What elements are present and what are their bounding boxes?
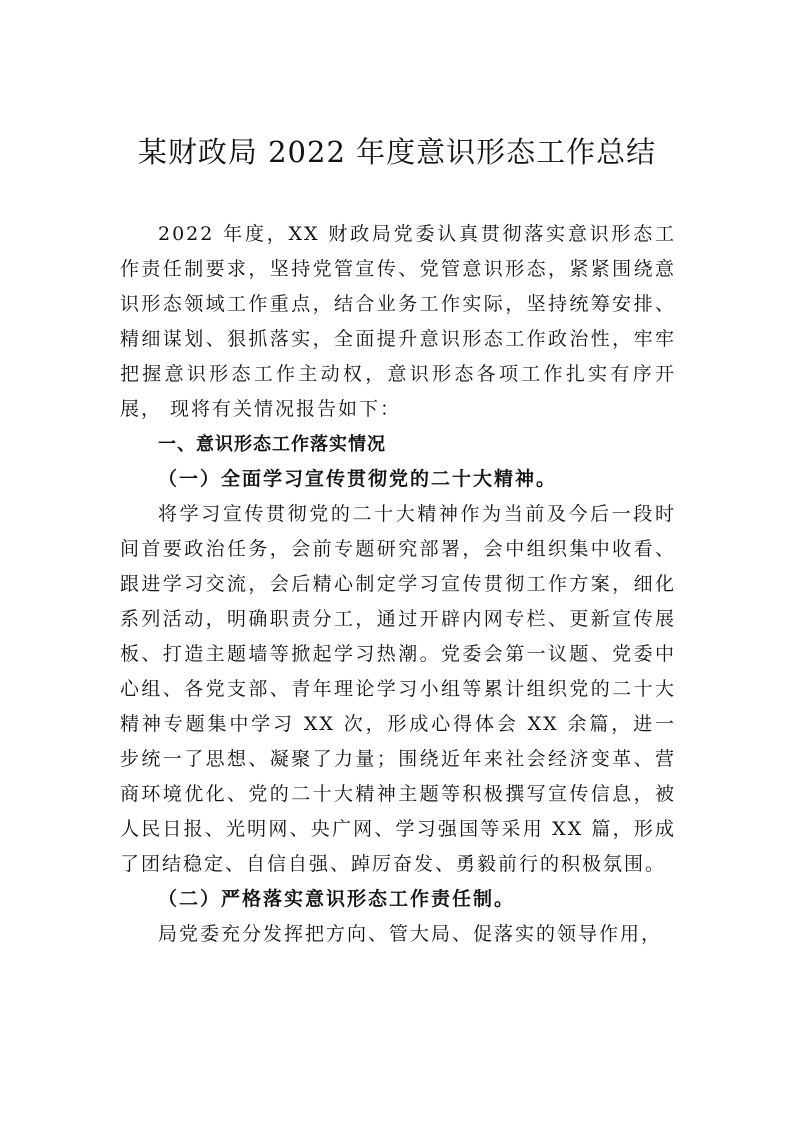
document-body	[120, 217, 676, 952]
subsection-heading-2: （二）严格落实意识形态工作责任制。	[158, 888, 516, 910]
subsection-2-paragraph: 局党委充分发挥把方向、管大局、促落实的领导作用，	[158, 923, 663, 945]
subsection-1-paragraph: 将学习宣传贯彻党的二十大精神作为当前及今后一段时间首要政治任务，会前专题研究部署，会中组织集中收看、跟进学习交流，会后精心制定学习宣传贯彻工作方案，细化系列活动，明确职责分工，通过开辟内网专栏、更新宣传展板、打造主题墙等掀起学习热潮。党委会第一议题、党委中心组、各党支部、青年理论学习小组等累计组织党的二十大精神专题集中学习 XX 次，形成心得体会 XX 余篇，进一步统一了思想、凝聚了力量；围绕近年来社会经济变革、营商环境优化、党的二十大精神主题等积极撰写宣传信息，被人民日报、光明网、央广网、学习强国等采用 XX 篇，形成了团结稳定、自信自强、踔厉奋发、勇毅前行的积极氛围。	[120, 503, 676, 875]
intro-paragraph: 2022 年度，XX 财政局党委认真贯彻落实意识形态工作责任制要求，坚持党管宣传、党管意识形态，紧紧围绕意识形态领域工作重点，结合业务工作实际，坚持统筹安排、精细谋划、狠抓落实，全面提升意识形态工作政治性，牢牢把握意识形态工作主动权，意识形态各项工作扎实有序开展， 现将有关情况报告如下：	[120, 223, 676, 420]
section-heading-1: 一、意识形态工作落实情况	[158, 434, 386, 455]
document-title: 某财政局 2022 年度意识形态工作总结	[137, 135, 657, 169]
subsection-heading-1: （一）全面学习宣传贯彻党的二十大精神。	[158, 468, 558, 490]
